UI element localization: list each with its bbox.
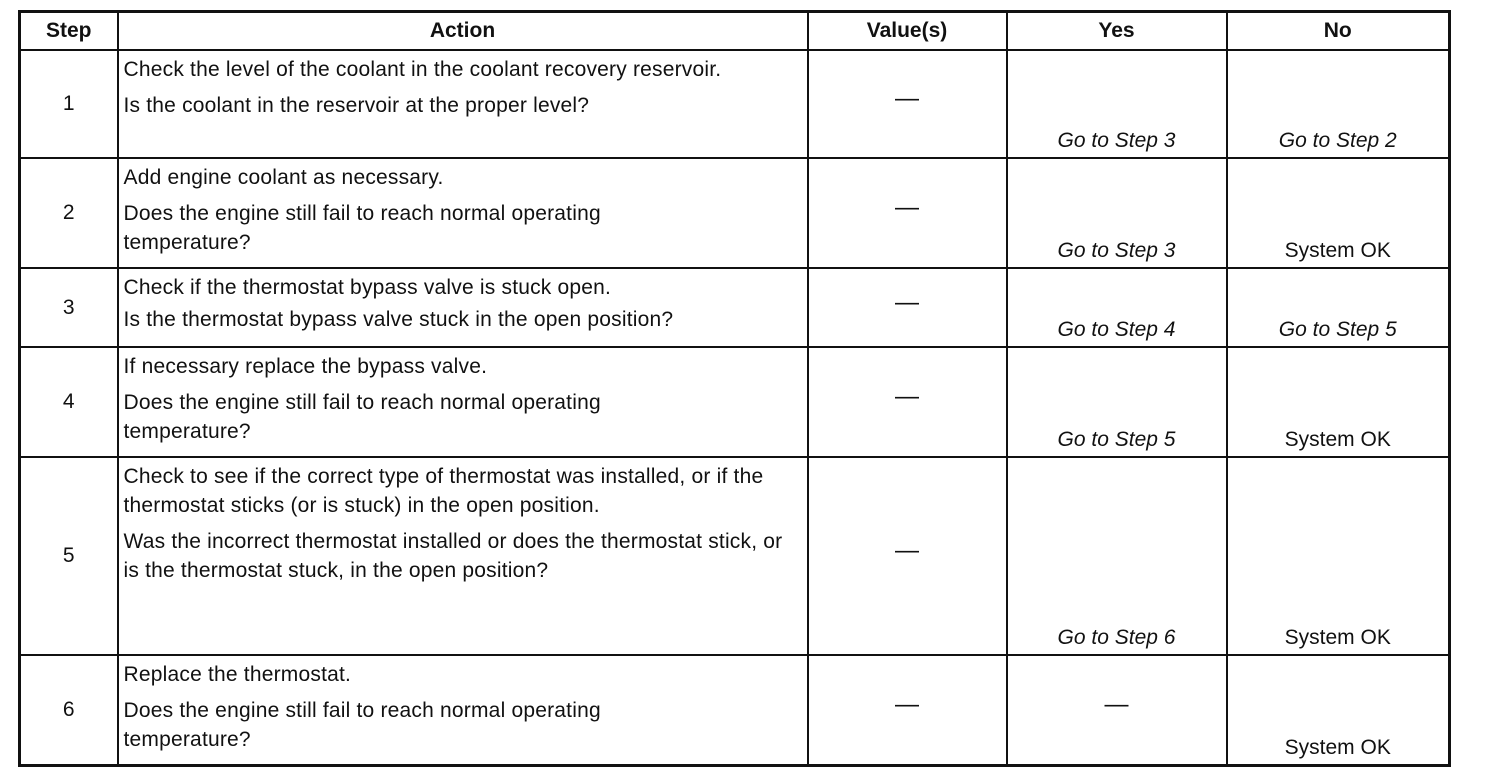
yes-result: — xyxy=(1007,655,1227,765)
action-cell xyxy=(118,347,808,457)
table-row xyxy=(20,347,1450,457)
action-cell xyxy=(118,158,808,268)
action-question: Was the incorrect thermostat installed or does the thermostat stick, or is the thermostat stuck, in the open position? xyxy=(123,530,783,582)
no-result: Go to Step 2 xyxy=(1227,50,1450,158)
yes-result: Go to Step 3 xyxy=(1007,50,1227,158)
table-row xyxy=(20,158,1450,268)
table-row xyxy=(20,268,1450,347)
value-cell: — xyxy=(808,457,1007,655)
action-question: Does the engine still fail to reach normal operating temperature? xyxy=(123,699,601,751)
yes-result: Go to Step 6 xyxy=(1007,457,1227,655)
action-instruction: Replace the thermostat. xyxy=(123,663,352,686)
action-instruction: If necessary replace the bypass valve. xyxy=(123,355,488,378)
action-cell xyxy=(118,268,808,347)
header-step: Step xyxy=(20,12,118,51)
action-question: Is the coolant in the reservoir at the proper level? xyxy=(123,94,590,117)
action-instruction: Add engine coolant as necessary. xyxy=(123,166,444,189)
action-question: Does the engine still fail to reach normal operating temperature? xyxy=(123,391,601,443)
yes-result: Go to Step 4 xyxy=(1007,268,1227,347)
step-number: 1 xyxy=(20,50,118,158)
no-result: Go to Step 5 xyxy=(1227,268,1450,347)
value-cell: — xyxy=(808,158,1007,268)
step-number: 3 xyxy=(20,268,118,347)
header-row xyxy=(20,12,1450,51)
value-cell: — xyxy=(808,347,1007,457)
action-cell xyxy=(118,457,808,655)
table-row xyxy=(20,457,1450,655)
step-number: 6 xyxy=(20,655,118,765)
table-row xyxy=(20,50,1450,158)
action-instruction: Check if the thermostat bypass valve is stuck open. xyxy=(123,276,612,299)
header-yes: Yes xyxy=(1007,12,1227,51)
value-cell: — xyxy=(808,50,1007,158)
no-result: System OK xyxy=(1227,457,1450,655)
action-question: Is the thermostat bypass valve stuck in the open position? xyxy=(123,308,674,331)
no-result: System OK xyxy=(1227,158,1450,268)
action-question: Does the engine still fail to reach normal operating temperature? xyxy=(123,202,601,254)
action-cell xyxy=(118,50,808,158)
yes-result: Go to Step 3 xyxy=(1007,158,1227,268)
no-result: System OK xyxy=(1227,655,1450,765)
value-cell: — xyxy=(808,655,1007,765)
header-no: No xyxy=(1227,12,1450,51)
action-instruction: Check the level of the coolant in the coolant recovery reservoir. xyxy=(123,58,722,81)
header-action: Action xyxy=(118,12,808,51)
no-result: System OK xyxy=(1227,347,1450,457)
step-number: 4 xyxy=(20,347,118,457)
yes-result: Go to Step 5 xyxy=(1007,347,1227,457)
action-instruction: Check to see if the correct type of thermostat was installed, or if the thermostat sticks (or is stuck) in the open position. xyxy=(123,465,764,517)
diagnostic-table xyxy=(18,10,1451,767)
header-values: Value(s) xyxy=(808,12,1007,51)
table-row xyxy=(20,655,1450,765)
action-cell xyxy=(118,655,808,765)
step-number: 2 xyxy=(20,158,118,268)
value-cell: — xyxy=(808,268,1007,347)
step-number: 5 xyxy=(20,457,118,655)
